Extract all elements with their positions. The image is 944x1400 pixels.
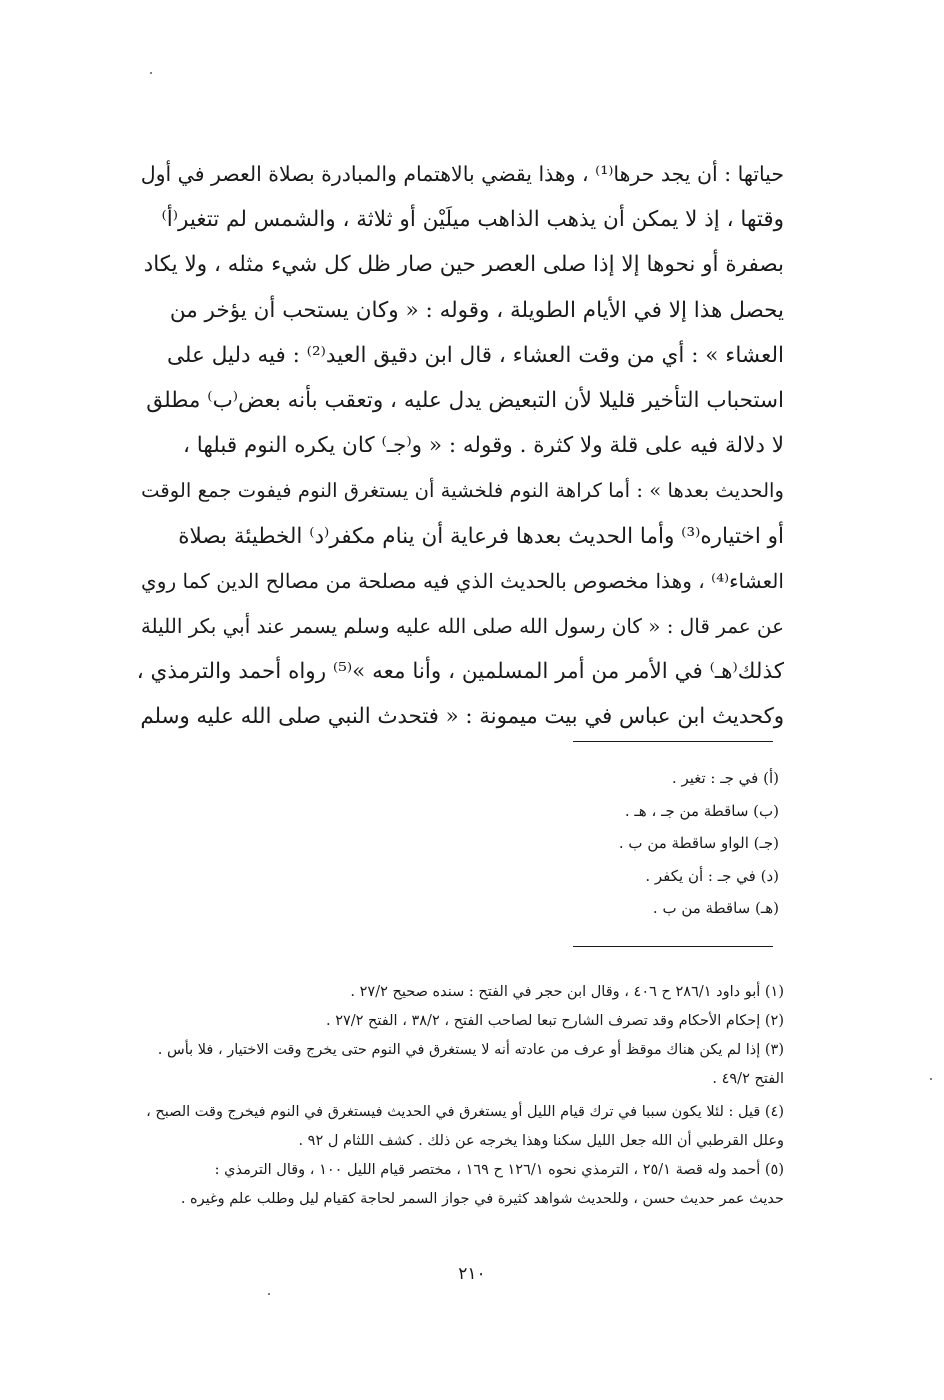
variant-note: (جـ) الواو ساقطة من ب . (618, 834, 779, 852)
variant-note: (أ) في جـ : تغير . (671, 769, 779, 787)
text-line: كذلك⁽هـ⁾ في الأمر من أمر المسلمين ، وأنا معه »⁽⁵⁾ رواه أحمد والترمذي ، (136, 659, 784, 685)
footnote-line: (٣) إذا لم يكن هناك موقظ أو عرف من عادته أنه لا يستغرق في النوم حتى يخرج وقت الاختيار ، فلا بأس . (157, 1042, 784, 1058)
text-line: بصفرة أو نحوها إلا إذا صلى العصر حين صار ظل كل شيء مثله ، ولا يكاد (143, 252, 784, 278)
main-text (134, 152, 784, 739)
scan-speck (150, 72, 152, 74)
text-line: عن عمر قال : « كان رسول الله صلى الله عليه وسلم يسمر عند أبي بكر الليلة (140, 614, 784, 638)
footnotes (124, 978, 784, 1214)
footnote-line: (١) أبو داود ٢٨٦/١ ح ٤٠٦ ، وقال ابن حجر في الفتح : سنده صحيح ٢٧/٢ . (350, 984, 784, 1000)
text-line: لا دلالة فيه على قلة ولا كثرة . وقوله : « و⁽جـ⁾ كان يكره النوم قبلها ، (183, 433, 784, 459)
text-line: أو اختياره⁽³⁾ وأما الحديث بعدها فرعاية أن ينام مكفر⁽د⁾ الخطيئة بصلاة (178, 523, 784, 549)
footnote-line: (٥) أحمد وله قصة ٢٥/١ ، الترمذي نحوه ١٢٦/١ ح ١٦٩ ، مختصر قيام الليل ١٠٠ ، وقال الترمذي : (214, 1162, 784, 1178)
footnote-line: الفتح ٤٩/٢ . (712, 1071, 784, 1087)
footnote-line: وعلل القرطبي أن الله جعل الليل سكنا وهذا يخرجه عن ذلك . كشف اللثام ل ٩٢ . (298, 1133, 784, 1149)
text-line: وقتها ، إذ لا يمكن أن يذهب الذاهب ميلَيْن أو ثلاثة ، والشمس لم تتغير⁽أ⁾ (161, 207, 784, 233)
footnote-line: حديث عمر حديث حسن ، وللحديث شواهد كثيرة في جواز السمر لحاجة كقيام ليل وطلب علم وغيره . (180, 1191, 784, 1207)
manuscript-variants (279, 762, 779, 925)
variant-note: (ب) ساقطة من جـ ، هـ . (624, 801, 779, 820)
variant-note: (د) في جـ : أن يكفر . (645, 866, 779, 885)
text-line: يحصل هذا إلا في الأيام الطويلة ، وقوله : « وكان يستحب أن يؤخر من (169, 297, 784, 323)
text-line: حياتها : أن يجد حرها⁽¹⁾ ، وهذا يقضي بالاهتمام والمبادرة بصلاة العصر في أول (140, 162, 784, 186)
footnote-divider (573, 741, 773, 742)
footnote-line: (٤) قيل : لئلا يكون سببا في ترك قيام الليل أو يستغرق في الحديث فيستغرق في النوم فيخرج وقت الصبح ، (146, 1104, 784, 1120)
text-line: استحباب التأخير قليلا لأن التبعيض يدل عليه ، وتعقب بأنه بعض⁽ب⁾ مطلق (146, 387, 784, 413)
text-line: العشاء⁽⁴⁾ ، وهذا مخصوص بالحديث الذي فيه مصلحة من مصالح الدين كما روي (141, 568, 784, 593)
text-line: وكحديث ابن عباس في بيت ميمونة : « فتحدث النبي صلى الله عليه وسلم (140, 704, 784, 730)
scan-speck (930, 1078, 932, 1080)
scan-speck (268, 1293, 270, 1295)
footnote-divider (573, 946, 773, 947)
text-line: والحديث بعدها » : أما كراهة النوم فلخشية أن يستغرق النوم فيفوت جمع الوقت (141, 479, 784, 503)
text-line: العشاء » : أي من وقت العشاء ، قال ابن دقيق العيد⁽²⁾ : فيه دليل على (167, 342, 784, 368)
page-number: ٢١٠ (458, 1264, 486, 1284)
variant-note: (هـ) ساقطة من ب . (652, 899, 779, 917)
footnote-line: (٢) إحكام الأحكام وقد تصرف الشارح تبعا لصاحب الفتح ، ٣٨/٢ ، الفتح ٢٧/٢ . (325, 1013, 784, 1029)
